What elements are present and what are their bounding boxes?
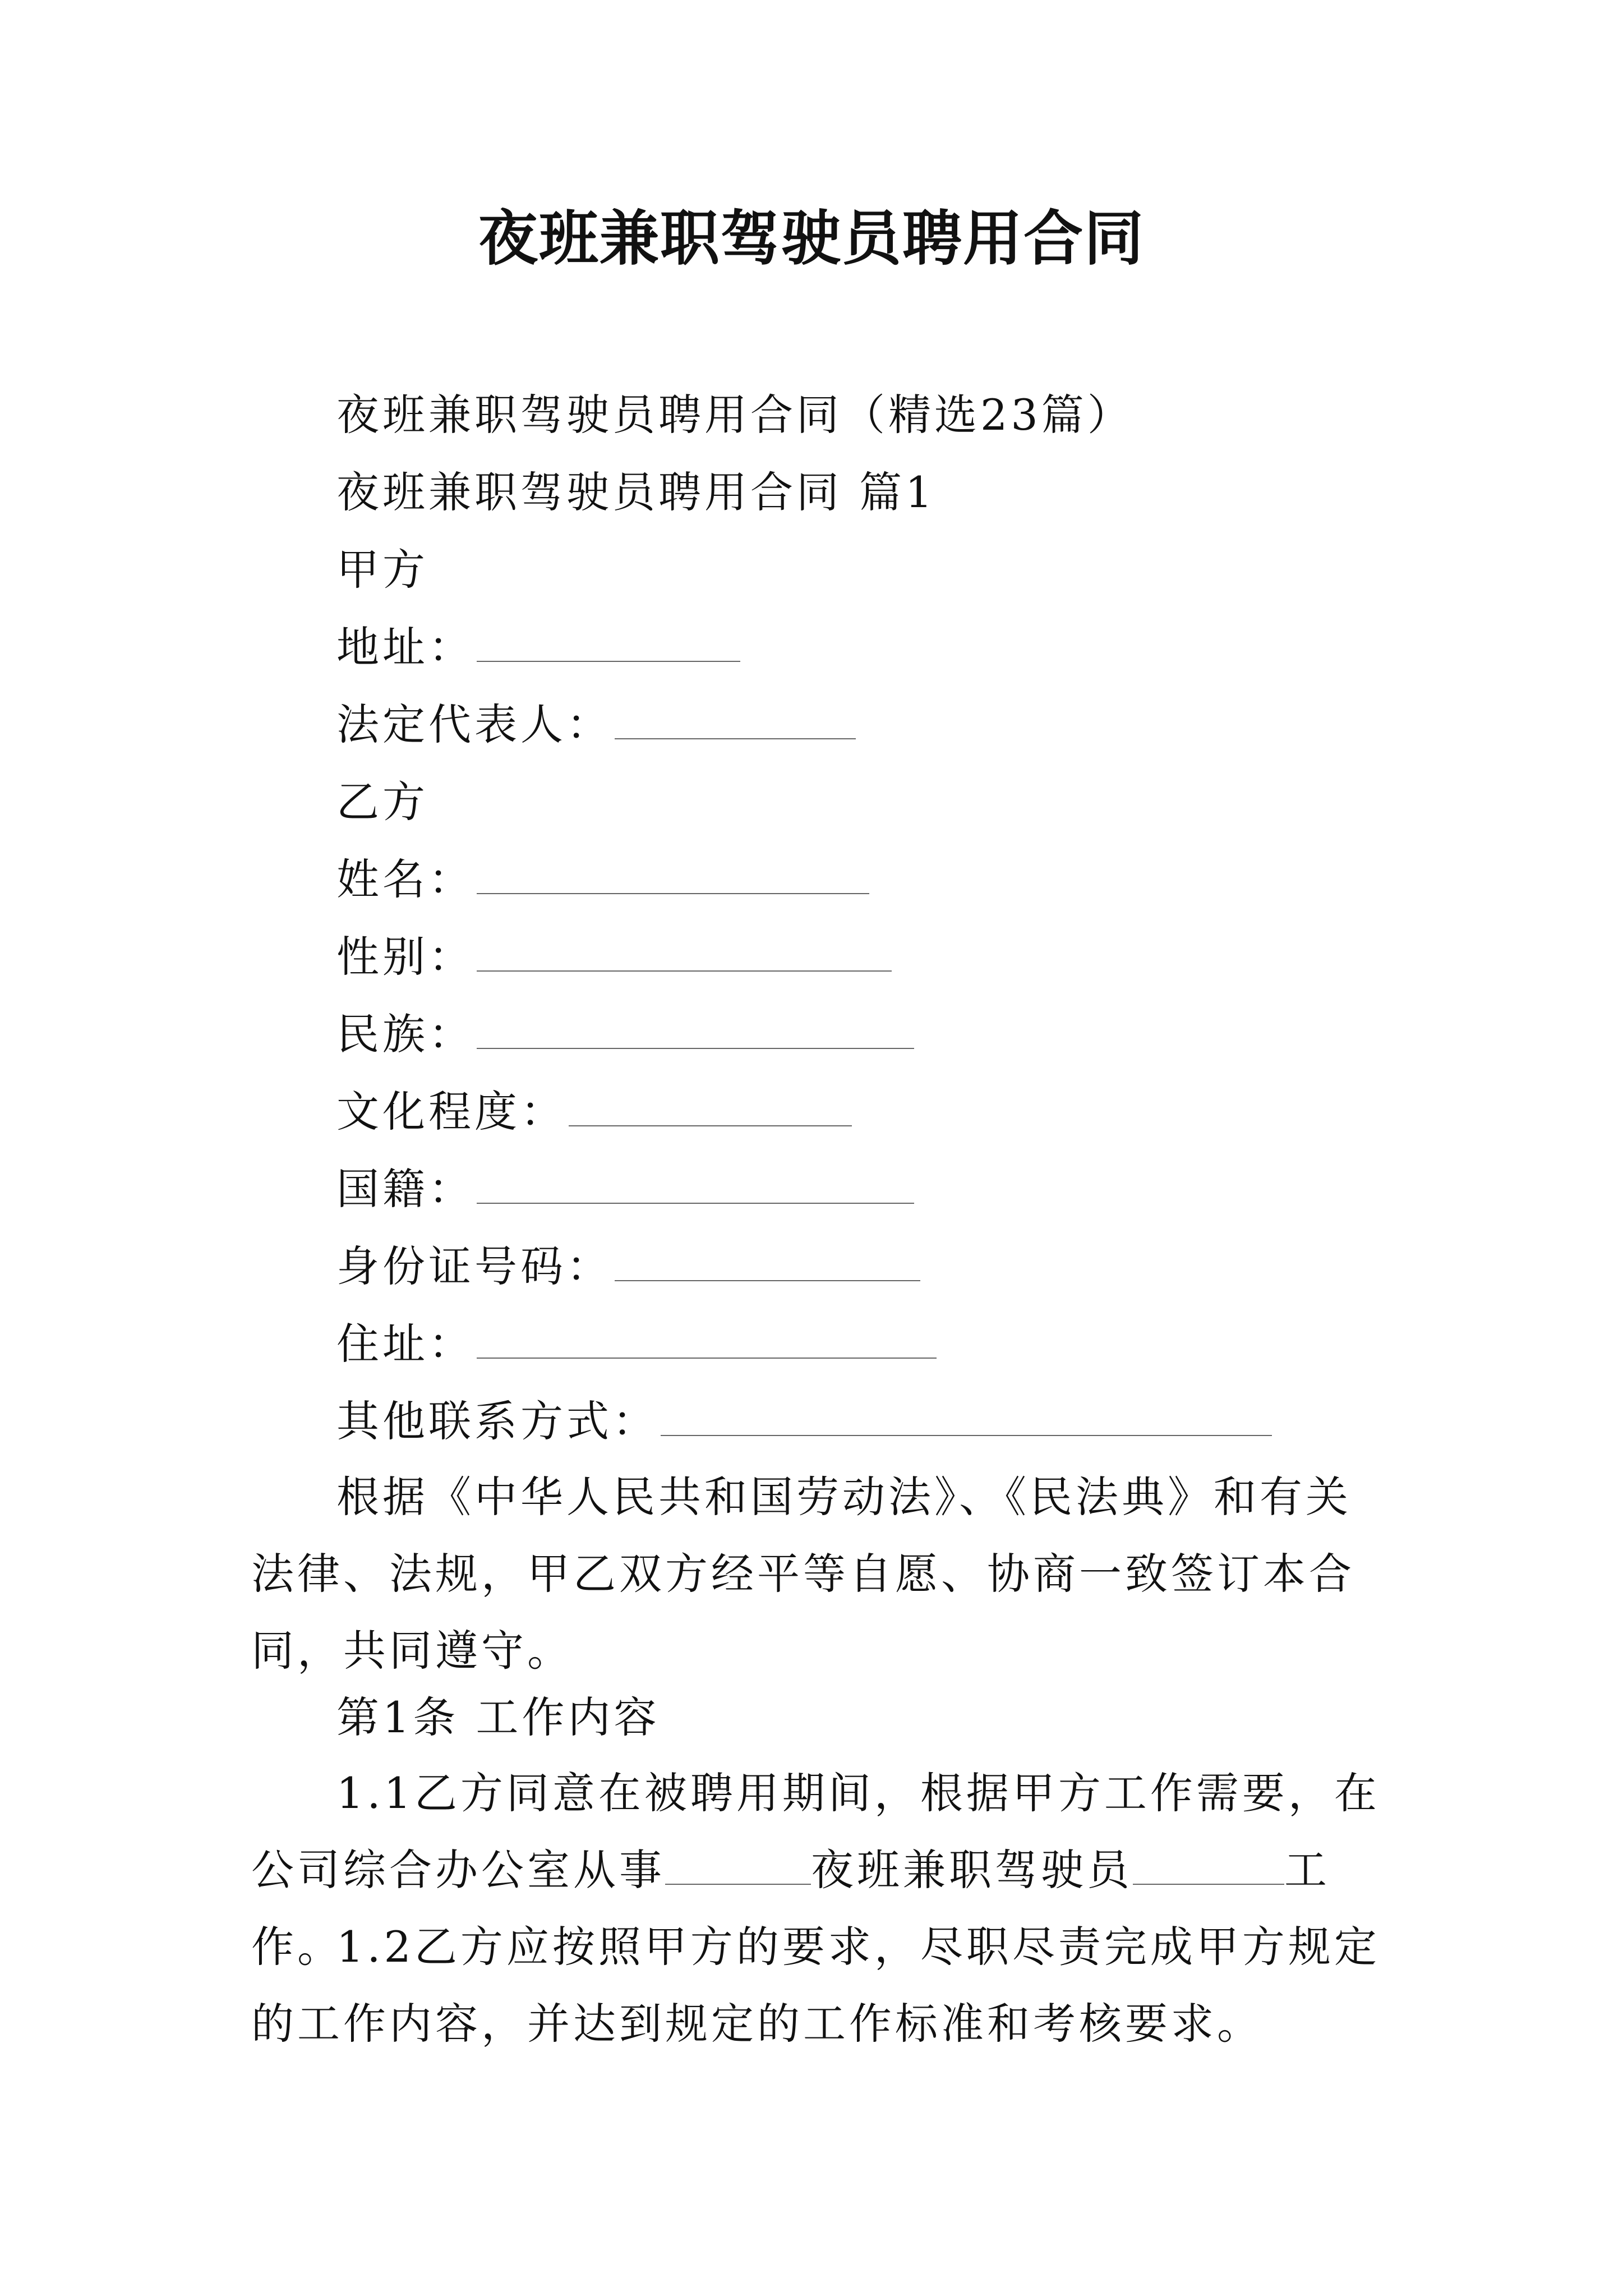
job-blank-right — [1133, 1844, 1284, 1885]
clause-1-1-job: 夜班兼职驾驶员 — [811, 1845, 1133, 1895]
address-blank — [477, 620, 740, 662]
article-1-heading: 第1条 工作内容 — [336, 1692, 660, 1742]
id-number-label: 身份证号码： — [336, 1241, 612, 1291]
ethnicity-blank — [477, 1007, 914, 1049]
legal-rep-label: 法定代表人： — [336, 700, 612, 749]
gender-blank — [477, 930, 892, 972]
name-field — [336, 852, 869, 908]
nationality-label: 国籍： — [336, 1164, 474, 1214]
document-title: 夜班兼职驾驶员聘用合同 — [478, 203, 1145, 273]
ethnicity-field — [336, 1006, 914, 1062]
nationality-field — [336, 1161, 914, 1217]
name-blank — [477, 853, 869, 894]
legal-rep-field — [336, 697, 856, 753]
id-number-blank — [615, 1240, 920, 1281]
gender-label: 性别： — [336, 932, 474, 982]
party-b-label: 乙方 — [336, 777, 428, 827]
education-blank — [569, 1085, 852, 1126]
part-heading: 夜班兼职驾驶员聘用合同 篇1 — [336, 467, 936, 517]
document-subtitle: 夜班兼职驾驶员聘用合同（精选23篇） — [336, 390, 1133, 440]
clause-1-1-end: 工作。 — [251, 1845, 1330, 1972]
name-label: 姓名： — [336, 854, 474, 904]
ethnicity-label: 民族： — [336, 1009, 474, 1059]
nationality-blank — [477, 1162, 914, 1204]
contact-field — [336, 1393, 1272, 1450]
party-a-label: 甲方 — [336, 545, 428, 595]
preamble-paragraph: 根据《中华人民共和国劳动法》、《民法典》和有关法律、法规，甲乙双方经平等自愿、协商一致签订本合同，共同遵守。 — [251, 1472, 1355, 1676]
education-label: 文化程度： — [336, 1087, 566, 1137]
address-field — [336, 619, 740, 675]
contact-label: 其他联系方式： — [336, 1396, 658, 1446]
education-field — [336, 1084, 852, 1140]
job-blank-left — [665, 1844, 811, 1885]
legal-rep-blank — [615, 698, 856, 739]
clause-1-2: 1.2乙方应按照甲方的要求，尽职尽责完成甲方规定的工作内容，并达到规定的工作标准和考核要求。 — [251, 1922, 1380, 2049]
contact-blank — [661, 1395, 1272, 1436]
clause-1-1-text: 1.1乙方同意在被聘用期间，根据甲方工作需要，在公司综合办公室从事 — [251, 1768, 1380, 1895]
residence-blank — [477, 1317, 937, 1359]
residence-field — [336, 1316, 937, 1372]
residence-label: 住址： — [336, 1319, 474, 1369]
gender-field — [336, 929, 892, 985]
id-number-field — [336, 1239, 920, 1295]
address-label: 地址： — [336, 622, 474, 672]
